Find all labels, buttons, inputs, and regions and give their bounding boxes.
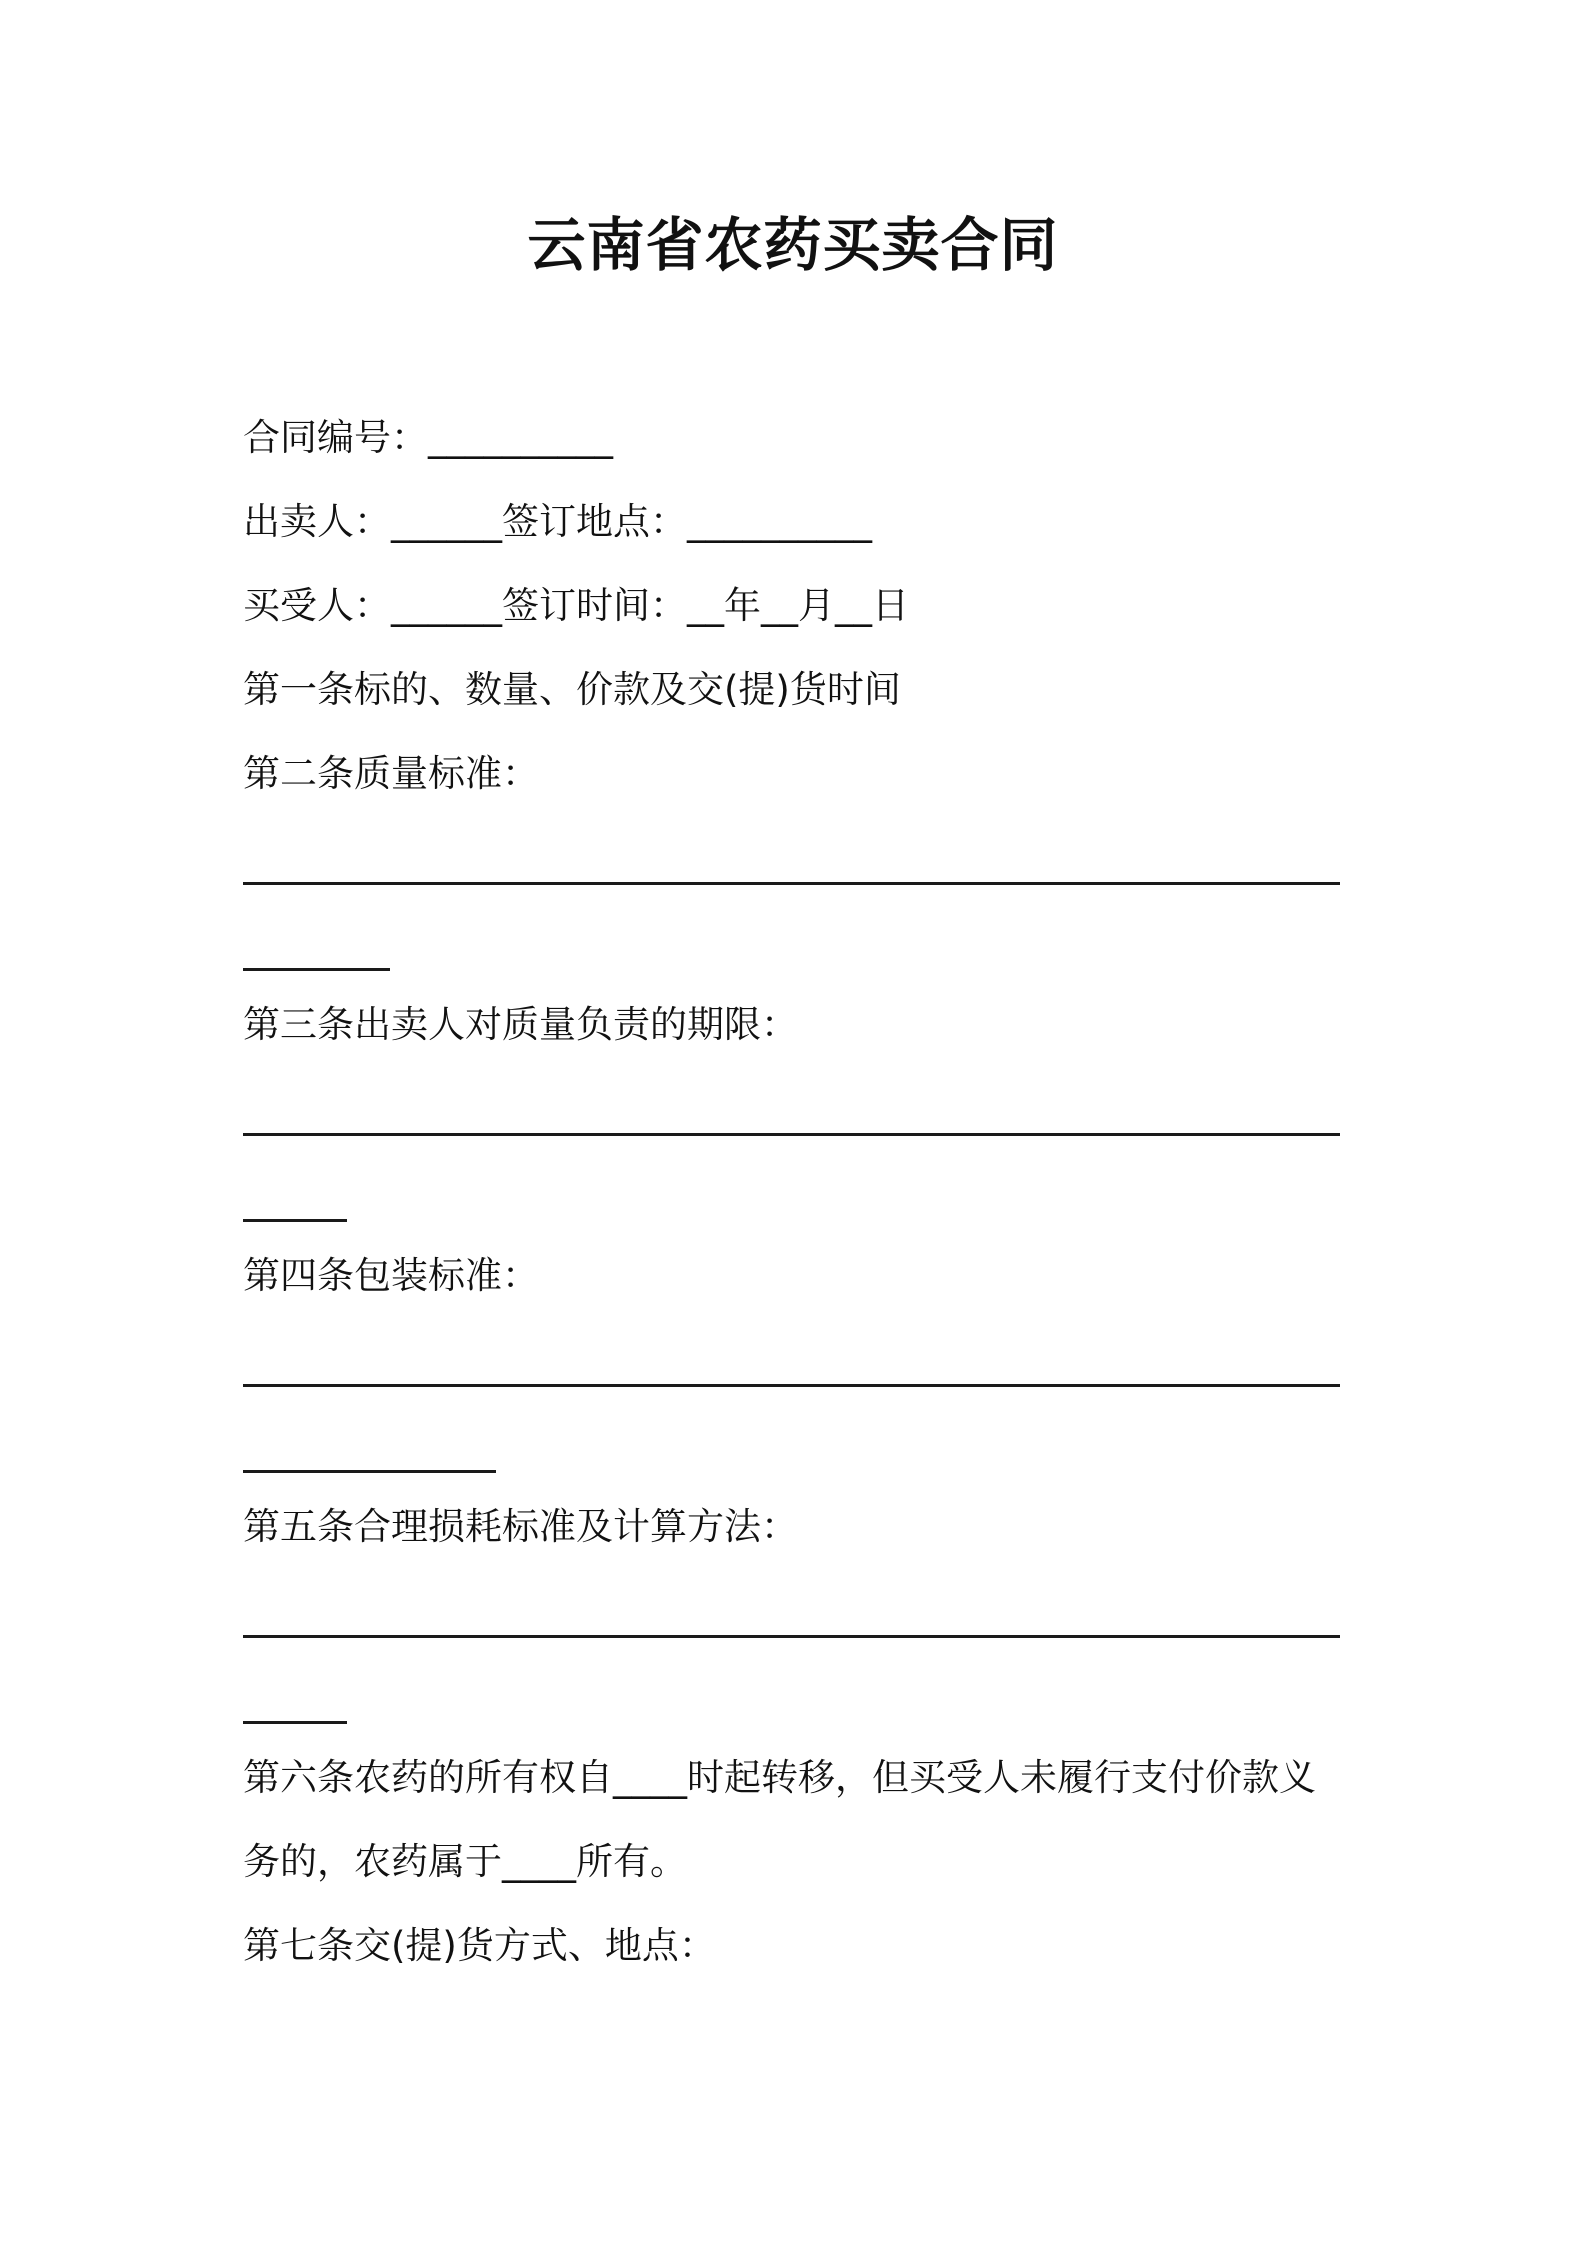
clause-2-blank-line-continued xyxy=(243,968,390,971)
clause-5-heading: 第五条合理损耗标准及计算方法： xyxy=(243,1505,798,1548)
clause-4-heading: 第四条包装标准： xyxy=(243,1254,539,1297)
clause-3-blank-line xyxy=(243,1133,1340,1136)
clause-4-blank-line xyxy=(243,1384,1340,1387)
clause-7-heading: 第七条交(提)货方式、地点： xyxy=(243,1924,716,1967)
seller-and-signing-place-field: 出卖人：______签订地点：__________ xyxy=(243,500,872,543)
clause-5-blank-line-continued xyxy=(243,1721,347,1724)
clause-1-heading: 第一条标的、数量、价款及交(提)货时间 xyxy=(243,668,901,711)
document-title: 云南省农药买卖合同 xyxy=(527,211,1059,279)
clause-5-blank-line xyxy=(243,1635,1340,1638)
clause-6-text-line-2: 务的，农药属于____所有。 xyxy=(243,1840,687,1883)
clause-3-blank-line-continued xyxy=(243,1219,347,1222)
clause-2-heading: 第二条质量标准： xyxy=(243,752,539,795)
clause-3-heading: 第三条出卖人对质量负责的期限： xyxy=(243,1003,798,1046)
contract-number-field: 合同编号：__________ xyxy=(243,416,613,459)
clause-6-text-line-1: 第六条农药的所有权自____时起转移，但买受人未履行支付价款义 xyxy=(243,1756,1316,1799)
buyer-and-signing-date-field: 买受人：______签订时间：__年__月__日 xyxy=(243,584,909,627)
clause-2-blank-line xyxy=(243,882,1340,885)
clause-4-blank-line-continued xyxy=(243,1470,496,1473)
